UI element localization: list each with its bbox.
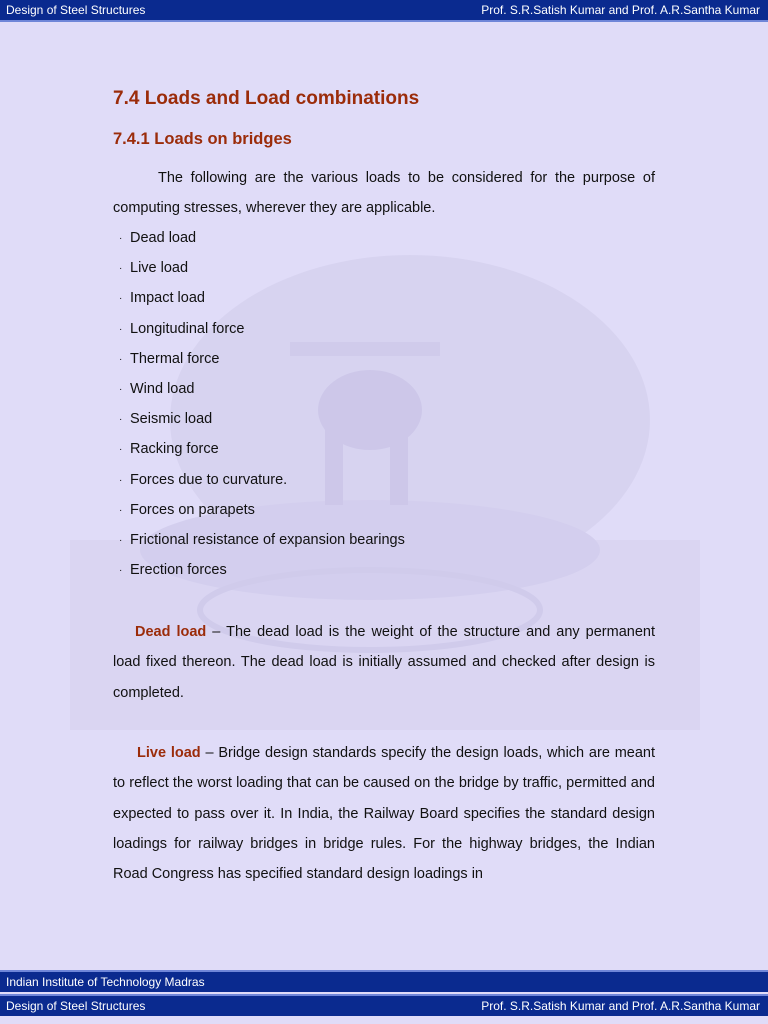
subsection-title: 7.4.1 Loads on bridges xyxy=(113,130,292,148)
intro-paragraph: The following are the various loads to be considered for the purpose of computing stresses, wherever they are applicable. xyxy=(113,170,655,217)
list-item xyxy=(119,465,405,495)
list-item xyxy=(119,434,405,464)
footer-bar xyxy=(0,994,768,1016)
list-item xyxy=(119,314,405,344)
dead-load-text: – The dead load is the weight of the structure and any permanent load fixed thereon. The dead load is initially assumed and checked after design is completed. xyxy=(113,624,655,701)
list-item xyxy=(119,253,405,283)
bullet-icon: · xyxy=(119,293,123,305)
dead-load-paragraph xyxy=(113,617,655,708)
live-load-text: – Bridge design standards specify the design loads, which are meant to reflect the worst loading that can be caused on the bridge by traffic, permitted and expected to pass over it. In India, the Railway Board specifies the standard design loadings for railway bridges in bridge rules. For the highway bridges, the Indian Road Congress has specified standard design loadings in xyxy=(113,745,655,883)
bullet-icon: · xyxy=(119,474,123,486)
header-bar xyxy=(0,0,768,22)
list-item-label: Seismic load xyxy=(130,411,213,428)
list-item-label: Frictional resistance of expansion bearings xyxy=(130,531,405,548)
bullet-icon: · xyxy=(119,323,123,335)
dead-load-term: Dead load xyxy=(135,624,207,640)
list-item-label: Live load xyxy=(130,260,189,277)
list-item xyxy=(119,223,405,253)
list-item-label: Forces on parapets xyxy=(130,501,255,518)
list-item-label: Dead load xyxy=(130,230,197,246)
footer-institute-bar xyxy=(0,970,768,992)
bullet-icon: · xyxy=(119,383,123,395)
footer-course-title: Design of Steel Structures xyxy=(6,999,146,1013)
list-item xyxy=(119,525,405,555)
list-item-label: Wind load xyxy=(130,380,195,397)
live-load-term: Live load xyxy=(137,745,201,761)
list-item-label: Longitudinal force xyxy=(130,320,245,337)
bullet-icon: · xyxy=(119,444,123,456)
list-item xyxy=(119,555,405,585)
list-item xyxy=(119,495,405,525)
bullet-icon: · xyxy=(119,353,123,365)
bullet-icon: · xyxy=(119,565,123,577)
bullet-icon: · xyxy=(119,534,123,546)
bullet-icon: · xyxy=(119,414,123,426)
list-item xyxy=(119,374,405,404)
live-load-paragraph xyxy=(113,738,655,889)
bullet-icon: · xyxy=(119,263,123,275)
list-item-label: Erection forces xyxy=(130,562,227,579)
bullet-icon: · xyxy=(119,504,123,516)
loads-list xyxy=(119,223,405,585)
list-item-label: Thermal force xyxy=(130,350,220,367)
page-bottom-margin xyxy=(0,1016,768,1024)
list-item xyxy=(119,283,405,313)
list-item xyxy=(119,344,405,374)
bullet-icon: · xyxy=(119,233,123,244)
list-item-label: Impact load xyxy=(130,290,205,307)
header-course-title: Design of Steel Structures xyxy=(6,3,146,17)
list-item-label: Racking force xyxy=(130,441,219,458)
footer-authors: Prof. S.R.Satish Kumar and Prof. A.R.Santha Kumar xyxy=(481,999,760,1013)
header-authors: Prof. S.R.Satish Kumar and Prof. A.R.Santha Kumar xyxy=(481,3,760,17)
section-title: 7.4 Loads and Load combinations xyxy=(113,88,420,109)
footer-institute: Indian Institute of Technology Madras xyxy=(6,975,205,989)
list-item-label: Forces due to curvature. xyxy=(130,471,288,488)
list-item xyxy=(119,404,405,434)
